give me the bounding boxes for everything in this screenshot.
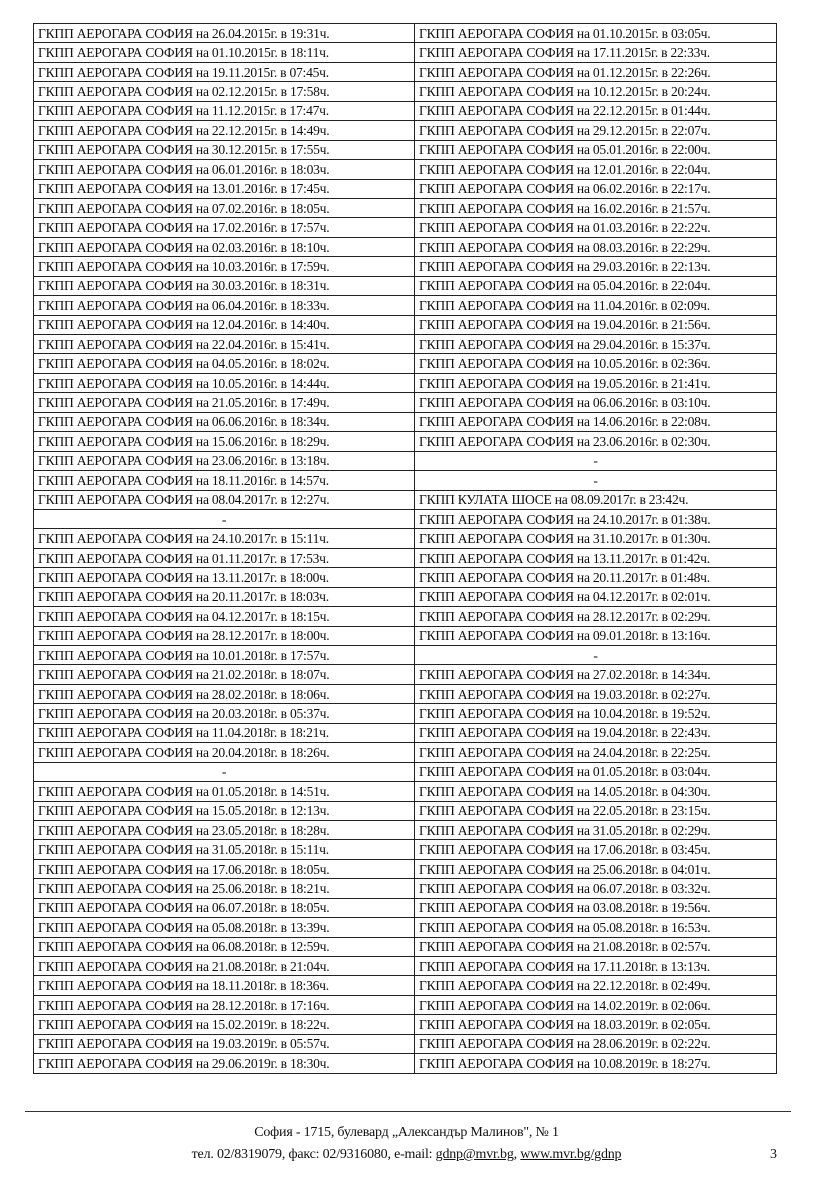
table-cell-left: ГКПП АЕРОГАРА СОФИЯ на 01.11.2017г. в 17:53ч. [34, 548, 415, 567]
table-cell-right: ГКПП АЕРОГАРА СОФИЯ на 28.06.2019г. в 02:22ч. [415, 1034, 777, 1053]
table-cell-right: ГКПП АЕРОГАРА СОФИЯ на 01.03.2016г. в 22:22ч. [415, 218, 777, 237]
table-cell-right: ГКПП АЕРОГАРА СОФИЯ на 21.08.2018г. в 02:57ч. [415, 937, 777, 956]
table-cell-left: ГКПП АЕРОГАРА СОФИЯ на 28.12.2017г. в 18:00ч. [34, 626, 415, 645]
table-cell-right: ГКПП КУЛАТА ШОСЕ на 08.09.2017г. в 23:42ч. [415, 490, 777, 509]
table-row [34, 723, 777, 742]
table-cell-left: ГКПП АЕРОГАРА СОФИЯ на 18.11.2016г. в 14:57ч. [34, 471, 415, 490]
table-row [34, 82, 777, 101]
table-cell-right: ГКПП АЕРОГАРА СОФИЯ на 12.01.2016г. в 22:04ч. [415, 160, 777, 179]
table-cell-left: ГКПП АЕРОГАРА СОФИЯ на 02.03.2016г. в 18:10ч. [34, 237, 415, 256]
table-cell-left: ГКПП АЕРОГАРА СОФИЯ на 22.12.2015г. в 14:49ч. [34, 121, 415, 140]
table-cell-left: ГКПП АЕРОГАРА СОФИЯ на 11.12.2015г. в 17:47ч. [34, 101, 415, 120]
table-row [34, 684, 777, 703]
table-cell-left: ГКПП АЕРОГАРА СОФИЯ на 13.11.2017г. в 18:00ч. [34, 568, 415, 587]
table-row [34, 490, 777, 509]
table-cell-right: ГКПП АЕРОГАРА СОФИЯ на 24.10.2017г. в 01:38ч. [415, 509, 777, 528]
table-row [34, 957, 777, 976]
table-cell-left: ГКПП АЕРОГАРА СОФИЯ на 29.06.2019г. в 18:30ч. [34, 1054, 415, 1073]
table-row [34, 237, 777, 256]
table-cell-left: ГКПП АЕРОГАРА СОФИЯ на 02.12.2015г. в 17:58ч. [34, 82, 415, 101]
table-cell-right: ГКПП АЕРОГАРА СОФИЯ на 25.06.2018г. в 04:01ч. [415, 859, 777, 878]
table-row [34, 140, 777, 159]
table-cell-left: ГКПП АЕРОГАРА СОФИЯ на 06.07.2018г. в 18:05ч. [34, 898, 415, 917]
table-cell-left: ГКПП АЕРОГАРА СОФИЯ на 28.02.2018г. в 18:06ч. [34, 684, 415, 703]
table-cell-right: - [415, 471, 777, 490]
table-cell-right: ГКПП АЕРОГАРА СОФИЯ на 31.05.2018г. в 02:29ч. [415, 820, 777, 839]
table-cell-left: ГКПП АЕРОГАРА СОФИЯ на 19.11.2015г. в 07:45ч. [34, 62, 415, 81]
table-cell-right: ГКПП АЕРОГАРА СОФИЯ на 14.05.2018г. в 04:30ч. [415, 782, 777, 801]
table-cell-left: ГКПП АЕРОГАРА СОФИЯ на 17.06.2018г. в 18:05ч. [34, 859, 415, 878]
table-row [34, 24, 777, 43]
table-cell-left: ГКПП АЕРОГАРА СОФИЯ на 15.05.2018г. в 12:13ч. [34, 801, 415, 820]
table-row [34, 198, 777, 217]
table-cell-left: ГКПП АЕРОГАРА СОФИЯ на 23.05.2018г. в 18:28ч. [34, 820, 415, 839]
page-number: 3 [770, 1147, 777, 1162]
table-row [34, 548, 777, 567]
table-row [34, 646, 777, 665]
table-cell-right: - [415, 451, 777, 470]
table-cell-right: ГКПП АЕРОГАРА СОФИЯ на 19.04.2018г. в 22:43ч. [415, 723, 777, 742]
footer-email-link[interactable]: gdnp@mvr.bg [435, 1147, 514, 1162]
table-row [34, 1034, 777, 1053]
table-cell-left: ГКПП АЕРОГАРА СОФИЯ на 10.03.2016г. в 17:59ч. [34, 257, 415, 276]
table-row [34, 257, 777, 276]
table-cell-left: ГКПП АЕРОГАРА СОФИЯ на 05.08.2018г. в 13:39ч. [34, 918, 415, 937]
table-cell-left: ГКПП АЕРОГАРА СОФИЯ на 15.06.2016г. в 18:29ч. [34, 432, 415, 451]
table-row [34, 918, 777, 937]
table-cell-left: ГКПП АЕРОГАРА СОФИЯ на 06.08.2018г. в 12:59ч. [34, 937, 415, 956]
table-cell-right: ГКПП АЕРОГАРА СОФИЯ на 14.02.2019г. в 02:06ч. [415, 995, 777, 1014]
table-cell-right: ГКПП АЕРОГАРА СОФИЯ на 06.06.2016г. в 03:10ч. [415, 393, 777, 412]
table-row [34, 743, 777, 762]
table-cell-left: ГКПП АЕРОГАРА СОФИЯ на 10.01.2018г. в 17:57ч. [34, 646, 415, 665]
table-cell-left: ГКПП АЕРОГАРА СОФИЯ на 17.02.2016г. в 17:57ч. [34, 218, 415, 237]
table-cell-right: ГКПП АЕРОГАРА СОФИЯ на 14.06.2016г. в 22:08ч. [415, 412, 777, 431]
table-cell-right: ГКПП АЕРОГАРА СОФИЯ на 20.11.2017г. в 01:48ч. [415, 568, 777, 587]
table-row [34, 820, 777, 839]
table-cell-right: ГКПП АЕРОГАРА СОФИЯ на 22.12.2018г. в 02:49ч. [415, 976, 777, 995]
table-cell-right: ГКПП АЕРОГАРА СОФИЯ на 19.04.2016г. в 21:56ч. [415, 315, 777, 334]
table-cell-left: ГКПП АЕРОГАРА СОФИЯ на 21.02.2018г. в 18:07ч. [34, 665, 415, 684]
table-cell-right: ГКПП АЕРОГАРА СОФИЯ на 17.11.2015г. в 22:33ч. [415, 43, 777, 62]
table-cell-left: ГКПП АЕРОГАРА СОФИЯ на 01.05.2018г. в 14:51ч. [34, 782, 415, 801]
table-cell-right: ГКПП АЕРОГАРА СОФИЯ на 19.05.2016г. в 21:41ч. [415, 373, 777, 392]
table-cell-left: ГКПП АЕРОГАРА СОФИЯ на 12.04.2016г. в 14:40ч. [34, 315, 415, 334]
table-cell-left: ГКПП АЕРОГАРА СОФИЯ на 19.03.2019г. в 05:57ч. [34, 1034, 415, 1053]
table-cell-right: ГКПП АЕРОГАРА СОФИЯ на 08.03.2016г. в 22:29ч. [415, 237, 777, 256]
table-cell-left: ГКПП АЕРОГАРА СОФИЯ на 31.05.2018г. в 15:11ч. [34, 840, 415, 859]
table-cell-right: ГКПП АЕРОГАРА СОФИЯ на 23.06.2016г. в 02:30ч. [415, 432, 777, 451]
footer-website-link[interactable]: www.mvr.bg/gdnp [520, 1147, 622, 1162]
table-row [34, 432, 777, 451]
table-row [34, 451, 777, 470]
table-row [34, 218, 777, 237]
table-cell-left: ГКПП АЕРОГАРА СОФИЯ на 15.02.2019г. в 18:22ч. [34, 1015, 415, 1034]
table-cell-left: ГКПП АЕРОГАРА СОФИЯ на 06.01.2016г. в 18:03ч. [34, 160, 415, 179]
footer-separator: , [513, 1147, 517, 1162]
table-cell-left: ГКПП АЕРОГАРА СОФИЯ на 13.01.2016г. в 17:45ч. [34, 179, 415, 198]
table-cell-left: ГКПП АЕРОГАРА СОФИЯ на 06.06.2016г. в 18:34ч. [34, 412, 415, 431]
table-cell-right: ГКПП АЕРОГАРА СОФИЯ на 06.07.2018г. в 03:32ч. [415, 879, 777, 898]
table-row [34, 101, 777, 120]
table-cell-left: ГКПП АЕРОГАРА СОФИЯ на 26.04.2015г. в 19:31ч. [34, 24, 415, 43]
table-cell-right: ГКПП АЕРОГАРА СОФИЯ на 17.06.2018г. в 03:45ч. [415, 840, 777, 859]
footer-address: София - 1715, булевард „Александър Малинов", № 1 [254, 1125, 559, 1140]
table-row [34, 335, 777, 354]
border-crossings-table [33, 23, 777, 1074]
table-cell-left: ГКПП АЕРОГАРА СОФИЯ на 07.02.2016г. в 18:05ч. [34, 198, 415, 217]
table-cell-right: ГКПП АЕРОГАРА СОФИЯ на 13.11.2017г. в 01:42ч. [415, 548, 777, 567]
table-cell-left: - [34, 509, 415, 528]
footer-phone-fax: тел. 02/8319079, факс: 02/9316080, e-mail: [191, 1147, 433, 1162]
table-row [34, 898, 777, 917]
table-cell-left: ГКПП АЕРОГАРА СОФИЯ на 18.11.2018г. в 18:36ч. [34, 976, 415, 995]
table-row [34, 568, 777, 587]
table-cell-left: ГКПП АЕРОГАРА СОФИЯ на 11.04.2018г. в 18:21ч. [34, 723, 415, 742]
table-cell-right: ГКПП АЕРОГАРА СОФИЯ на 01.10.2015г. в 03:05ч. [415, 24, 777, 43]
table-cell-left: ГКПП АЕРОГАРА СОФИЯ на 30.12.2015г. в 17:55ч. [34, 140, 415, 159]
table-row [34, 801, 777, 820]
table-cell-right: ГКПП АЕРОГАРА СОФИЯ на 10.04.2018г. в 19:52ч. [415, 704, 777, 723]
table-row [34, 995, 777, 1014]
table-cell-right: - [415, 646, 777, 665]
table-cell-right: ГКПП АЕРОГАРА СОФИЯ на 04.12.2017г. в 02:01ч. [415, 587, 777, 606]
table-cell-left: ГКПП АЕРОГАРА СОФИЯ на 30.03.2016г. в 18:31ч. [34, 276, 415, 295]
table-cell-right: ГКПП АЕРОГАРА СОФИЯ на 05.08.2018г. в 16:53ч. [415, 918, 777, 937]
table-cell-left: ГКПП АЕРОГАРА СОФИЯ на 01.10.2015г. в 18:11ч. [34, 43, 415, 62]
table-row [34, 665, 777, 684]
table-cell-right: ГКПП АЕРОГАРА СОФИЯ на 06.02.2016г. в 22:17ч. [415, 179, 777, 198]
footer-contact [0, 1147, 813, 1163]
table-cell-left: ГКПП АЕРОГАРА СОФИЯ на 20.03.2018г. в 05:37ч. [34, 704, 415, 723]
table-cell-right: ГКПП АЕРОГАРА СОФИЯ на 03.08.2018г. в 19:56ч. [415, 898, 777, 917]
table-row [34, 412, 777, 431]
table-cell-right: ГКПП АЕРОГАРА СОФИЯ на 09.01.2018г. в 13:16ч. [415, 626, 777, 645]
table-row [34, 373, 777, 392]
table-cell-right: ГКПП АЕРОГАРА СОФИЯ на 10.05.2016г. в 02:36ч. [415, 354, 777, 373]
table-row [34, 315, 777, 334]
table-cell-right: ГКПП АЕРОГАРА СОФИЯ на 27.02.2018г. в 14:34ч. [415, 665, 777, 684]
table-cell-left: ГКПП АЕРОГАРА СОФИЯ на 08.04.2017г. в 12:27ч. [34, 490, 415, 509]
table-row [34, 704, 777, 723]
table-row [34, 859, 777, 878]
table-cell-right: ГКПП АЕРОГАРА СОФИЯ на 01.05.2018г. в 03:04ч. [415, 762, 777, 781]
table-cell-left: ГКПП АЕРОГАРА СОФИЯ на 20.04.2018г. в 18:26ч. [34, 743, 415, 762]
table-row [34, 471, 777, 490]
table-row [34, 1054, 777, 1073]
table-cell-left: ГКПП АЕРОГАРА СОФИЯ на 21.08.2018г. в 21:04ч. [34, 957, 415, 976]
table-cell-right: ГКПП АЕРОГАРА СОФИЯ на 01.12.2015г. в 22:26ч. [415, 62, 777, 81]
table-cell-left: ГКПП АЕРОГАРА СОФИЯ на 04.12.2017г. в 18:15ч. [34, 607, 415, 626]
table-cell-right: ГКПП АЕРОГАРА СОФИЯ на 17.11.2018г. в 13:13ч. [415, 957, 777, 976]
table-cell-left: ГКПП АЕРОГАРА СОФИЯ на 28.12.2018г. в 17:16ч. [34, 995, 415, 1014]
table-row [34, 937, 777, 956]
table-row [34, 762, 777, 781]
table-row [34, 43, 777, 62]
table-row [34, 276, 777, 295]
table-row [34, 354, 777, 373]
table-cell-right: ГКПП АЕРОГАРА СОФИЯ на 29.12.2015г. в 22:07ч. [415, 121, 777, 140]
table-cell-right: ГКПП АЕРОГАРА СОФИЯ на 29.04.2016г. в 15:37ч. [415, 335, 777, 354]
table-row [34, 879, 777, 898]
table-cell-left: ГКПП АЕРОГАРА СОФИЯ на 10.05.2016г. в 14:44ч. [34, 373, 415, 392]
table-cell-left: ГКПП АЕРОГАРА СОФИЯ на 04.05.2016г. в 18:02ч. [34, 354, 415, 373]
table-cell-right: ГКПП АЕРОГАРА СОФИЯ на 19.03.2018г. в 02:27ч. [415, 684, 777, 703]
table-cell-left: - [34, 762, 415, 781]
table-row [34, 607, 777, 626]
table-cell-right: ГКПП АЕРОГАРА СОФИЯ на 10.08.2019г. в 18:27ч. [415, 1054, 777, 1073]
table-row [34, 509, 777, 528]
table-cell-right: ГКПП АЕРОГАРА СОФИЯ на 28.12.2017г. в 02:29ч. [415, 607, 777, 626]
table-row [34, 179, 777, 198]
table-row [34, 587, 777, 606]
table-cell-right: ГКПП АЕРОГАРА СОФИЯ на 11.04.2016г. в 02:09ч. [415, 296, 777, 315]
table-cell-right: ГКПП АЕРОГАРА СОФИЯ на 24.04.2018г. в 22:25ч. [415, 743, 777, 762]
table-row [34, 121, 777, 140]
table-cell-left: ГКПП АЕРОГАРА СОФИЯ на 23.06.2016г. в 13:18ч. [34, 451, 415, 470]
table-row [34, 160, 777, 179]
table-row [34, 976, 777, 995]
footer-separator-line [25, 1111, 791, 1112]
table-row [34, 782, 777, 801]
table-cell-left: ГКПП АЕРОГАРА СОФИЯ на 20.11.2017г. в 18:03ч. [34, 587, 415, 606]
table-cell-right: ГКПП АЕРОГАРА СОФИЯ на 29.03.2016г. в 22:13ч. [415, 257, 777, 276]
table-cell-right: ГКПП АЕРОГАРА СОФИЯ на 22.05.2018г. в 23:15ч. [415, 801, 777, 820]
table-row [34, 1015, 777, 1034]
table-row [34, 393, 777, 412]
table-row [34, 626, 777, 645]
table-cell-left: ГКПП АЕРОГАРА СОФИЯ на 21.05.2016г. в 17:49ч. [34, 393, 415, 412]
table-cell-right: ГКПП АЕРОГАРА СОФИЯ на 16.02.2016г. в 21:57ч. [415, 198, 777, 217]
table-cell-left: ГКПП АЕРОГАРА СОФИЯ на 06.04.2016г. в 18:33ч. [34, 296, 415, 315]
table-cell-right: ГКПП АЕРОГАРА СОФИЯ на 31.10.2017г. в 01:30ч. [415, 529, 777, 548]
table-row [34, 62, 777, 81]
table-row [34, 296, 777, 315]
table-cell-right: ГКПП АЕРОГАРА СОФИЯ на 05.01.2016г. в 22:00ч. [415, 140, 777, 159]
table-row [34, 840, 777, 859]
table-body [34, 24, 777, 1074]
table-cell-left: ГКПП АЕРОГАРА СОФИЯ на 22.04.2016г. в 15:41ч. [34, 335, 415, 354]
table-cell-left: ГКПП АЕРОГАРА СОФИЯ на 25.06.2018г. в 18:21ч. [34, 879, 415, 898]
table-cell-right: ГКПП АЕРОГАРА СОФИЯ на 22.12.2015г. в 01:44ч. [415, 101, 777, 120]
table-cell-left: ГКПП АЕРОГАРА СОФИЯ на 24.10.2017г. в 15:11ч. [34, 529, 415, 548]
table-row [34, 529, 777, 548]
table-cell-right: ГКПП АЕРОГАРА СОФИЯ на 18.03.2019г. в 02:05ч. [415, 1015, 777, 1034]
table-cell-right: ГКПП АЕРОГАРА СОФИЯ на 10.12.2015г. в 20:24ч. [415, 82, 777, 101]
table-cell-right: ГКПП АЕРОГАРА СОФИЯ на 05.04.2016г. в 22:04ч. [415, 276, 777, 295]
